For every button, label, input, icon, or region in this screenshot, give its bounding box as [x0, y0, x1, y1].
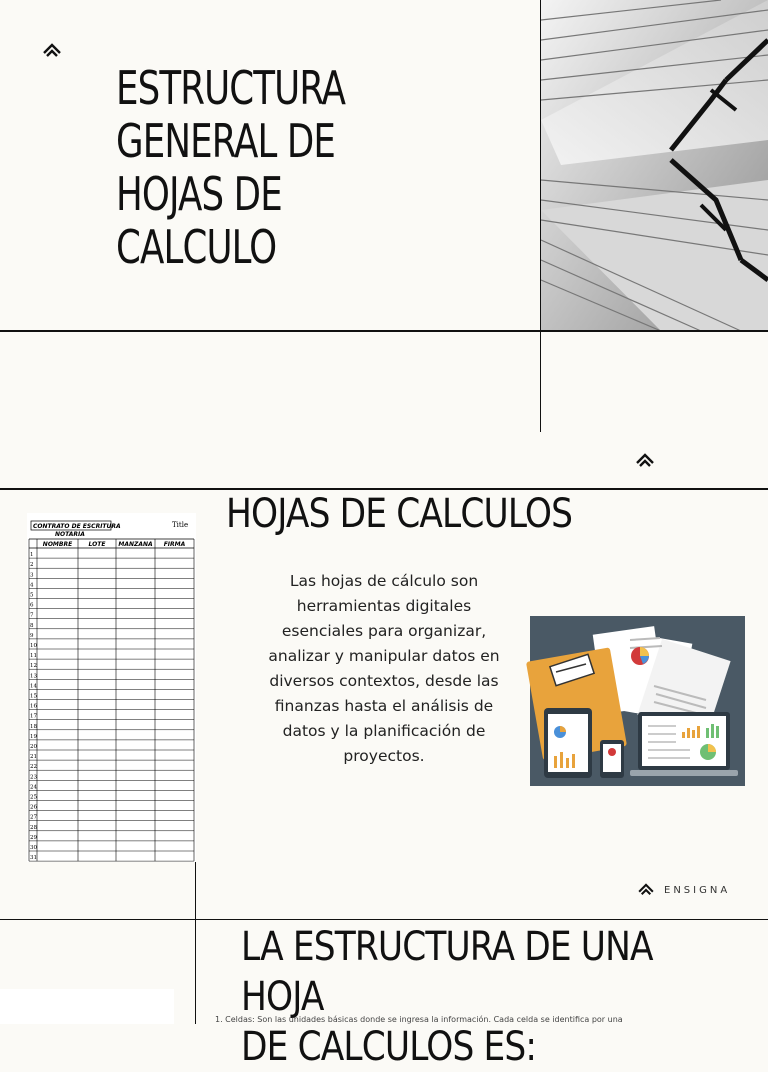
brand-footer: [638, 884, 730, 896]
title-line: LA ESTRUCTURA DE UNA HOJA: [241, 924, 653, 1020]
sheet-row-number: 4: [30, 582, 34, 589]
sheet-row-number: 23: [30, 774, 37, 781]
sheet-row-number: 19: [30, 733, 37, 740]
sheet-corner: Title: [172, 521, 189, 529]
divider-line: [195, 920, 196, 1024]
sheet-row-number: 7: [30, 612, 34, 619]
divider-line: [540, 0, 541, 432]
intro-paragraph: Las hojas de cálculo son herramientas digitales esenciales para organizar, analizar y manipular datos en diversos contextos, desde las finanzas hasta el análisis de datos y la planificación de proyectos.: [268, 572, 500, 765]
sheet-row-number: 21: [30, 754, 37, 761]
image-placeholder: [0, 989, 174, 1024]
title-line: HOJAS DE: [116, 167, 282, 221]
title-line: CALCULO: [116, 220, 277, 274]
sheet-row-number: 16: [30, 703, 37, 710]
sheet-column-header: MANZANA: [118, 541, 153, 548]
sheet-row-number: 8: [30, 622, 34, 629]
brand-logo-icon: [43, 44, 61, 58]
documents-illustration: [530, 616, 745, 786]
sheet-row-number: 3: [30, 572, 34, 579]
sheet-row-number: 11: [30, 653, 37, 660]
building-photo: [541, 0, 768, 331]
divider-line: [0, 330, 768, 332]
slide-title: [0, 0, 768, 432]
sheet-row-number: 17: [30, 713, 37, 720]
sheet-row-number: 29: [30, 834, 37, 841]
sheet-row-number: 10: [30, 643, 37, 649]
main-title: [116, 62, 400, 274]
section-title: HOJAS DE CALCULOS: [226, 491, 573, 537]
sheet-row-number: 6: [30, 602, 34, 609]
section-title: [241, 922, 723, 1072]
sheet-row-number: 28: [30, 824, 37, 831]
sheet-row-number: 15: [30, 693, 37, 700]
title-line: GENERAL DE: [116, 114, 336, 168]
sheet-row-number: 1: [30, 552, 34, 559]
title-line: ESTRUCTURA: [116, 61, 346, 115]
slide-estructura: [0, 920, 768, 1070]
sheet-row-number: 26: [30, 804, 37, 811]
brand-logo-icon: [638, 884, 654, 896]
sheet-row-number: 14: [30, 683, 37, 690]
sheet-subheader: NOTARIA: [55, 531, 85, 538]
brand-name: ENSIGNA: [664, 884, 731, 896]
sheet-column-header: NOMBRE: [42, 541, 73, 548]
sheet-row-number: 9: [30, 632, 34, 639]
sheet-row-number: 2: [30, 562, 34, 569]
sheet-row-number: 31: [30, 855, 37, 862]
divider-line: [195, 862, 196, 920]
brand-logo-icon: [636, 454, 654, 468]
sheet-row-number: 27: [30, 814, 37, 821]
sheet-row-number: 30: [30, 845, 37, 851]
sheet-header: CONTRATO DE ESCRITURA: [33, 523, 121, 530]
sheet-row-number: 18: [30, 723, 37, 730]
sheet-column-header: LOTE: [88, 541, 106, 548]
sheet-row-number: 12: [30, 663, 37, 670]
slide-hojas-de-calculos: [0, 432, 768, 920]
sheet-row-number: 22: [30, 764, 37, 771]
sheet-row-number: 5: [30, 592, 34, 599]
spreadsheet-image: [27, 513, 196, 862]
sheet-row-number: 20: [30, 744, 37, 750]
sheet-row-number: 24: [30, 784, 37, 791]
title-line: DE CALCULOS ES:: [241, 1024, 537, 1070]
sheet-row-number: 25: [30, 794, 37, 801]
sheet-column-header: FIRMA: [163, 541, 186, 548]
sheet-row-number: 13: [30, 673, 37, 680]
list-item: 1. Celdas: Son las unidades básicas donde se ingresa la información. Cada celda se identifica por una: [215, 1015, 623, 1024]
